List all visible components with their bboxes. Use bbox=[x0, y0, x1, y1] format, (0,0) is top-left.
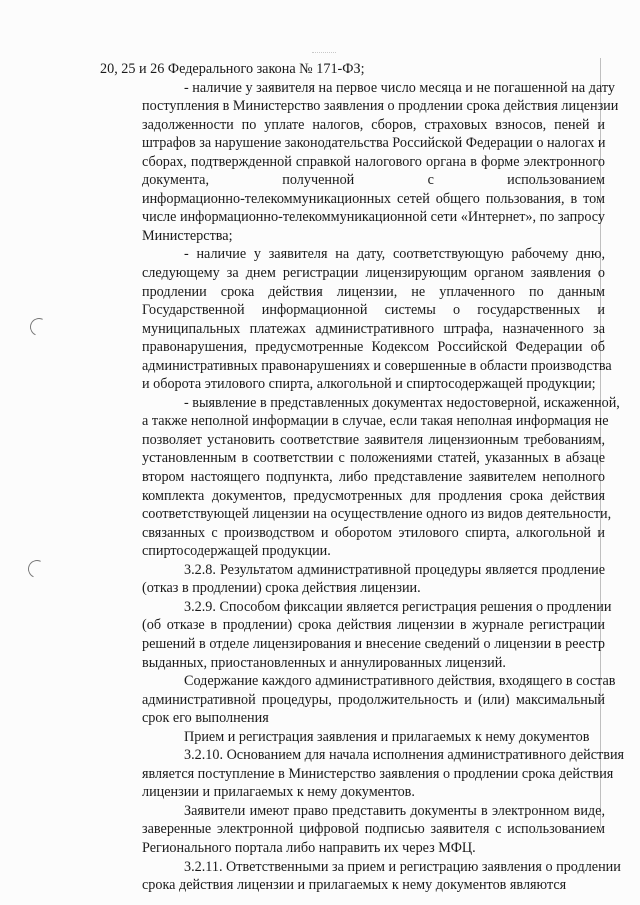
text-line: 3.2.10. Основанием для начала исполнения административного действия bbox=[184, 747, 625, 764]
punch-hole-top bbox=[27, 315, 50, 338]
paragraph bbox=[100, 394, 620, 561]
text-line: задолженности по уплате налогов, сборов, страховых взносов, пеней и bbox=[142, 116, 605, 133]
text-line: штрафов за нарушение законодательства Российской Федерации о налогах и bbox=[142, 135, 606, 152]
text-line: Министерства; bbox=[142, 227, 233, 244]
paragraph bbox=[100, 672, 616, 728]
text-line: - наличие у заявителя на первое число месяца и не погашенной на дату bbox=[184, 79, 616, 96]
paragraph bbox=[100, 598, 612, 672]
text-line: срок его выполнения bbox=[142, 710, 269, 727]
paragraph bbox=[100, 858, 621, 895]
text-line: 20, 25 и 26 Федерального закона № 171-ФЗ; bbox=[100, 61, 365, 77]
text-line: числе информационно-телекоммуникационной сети «Интернет», по запросу bbox=[142, 209, 605, 226]
text-line: поступления в Министерство заявления о продлении срока действия лицензии bbox=[142, 98, 619, 115]
text-line: - наличие у заявителя на дату, соответствующую рабочему дню, bbox=[184, 246, 605, 263]
text-line: спиртосодержащей продукции. bbox=[142, 543, 331, 560]
text-line: продлении срока действия лицензии, не уплаченного по данным bbox=[142, 283, 605, 300]
text-line: втором настоящего подпункта, либо представление заявителем неполного bbox=[142, 469, 605, 486]
text-line: сборах, подтвержденной справкой налогового органа в форме электронного bbox=[142, 153, 605, 170]
text-line: - выявление в представленных документах недостоверной, искаженной, bbox=[184, 394, 620, 411]
text-line: и оборота этилового спирта, алкогольной и спиртосодержащей продукции; bbox=[142, 376, 596, 393]
text-line: 3.2.9. Способом фиксации является регистрация решения о продлении bbox=[184, 598, 612, 615]
text-line: 3.2.8. Результатом административной процедуры является продление bbox=[184, 561, 605, 578]
text-line: (отказ в продлении) срока действия лицензии. bbox=[142, 580, 421, 597]
document-body bbox=[100, 60, 625, 895]
text-line: правонарушения, предусмотренные Кодексом Российской Федерации об bbox=[142, 339, 605, 356]
text-line: Регионального портала либо направить их через МФЦ. bbox=[142, 839, 476, 856]
paragraph bbox=[100, 728, 605, 747]
text-line: комплекта документов, предусмотренных для продления срока действия bbox=[142, 487, 605, 504]
punch-hole-bottom bbox=[25, 557, 48, 580]
text-line: документа, полученной с использованием bbox=[142, 172, 605, 189]
text-line: следующему за днем регистрации лицензирующим органом заявления о bbox=[142, 265, 605, 282]
text-line: Государственной информационной системы о государственных и bbox=[142, 302, 605, 319]
text-line: срока действия лицензии и прилагаемых к нему документов являются bbox=[142, 877, 567, 894]
text-line: 3.2.11. Ответственными за прием и регистрацию заявления о продлении bbox=[184, 858, 621, 875]
text-line: соответствующей лицензии на осуществление одного из видов деятельности, bbox=[142, 506, 612, 523]
paragraph bbox=[100, 802, 605, 858]
text-line: Заявители имеют право представить документы в электронном виде, bbox=[184, 802, 605, 819]
text-line: Содержание каждого административного действия, входящего в состав bbox=[184, 673, 616, 690]
text-line: муниципальных платежах административного штрафа, назначенного за bbox=[142, 320, 605, 337]
text-line: выданных, приостановленных и аннулированных лицензий. bbox=[142, 654, 506, 671]
text-line: Прием и регистрация заявления и прилагаемых к нему документов bbox=[184, 728, 590, 745]
text-line: связанных с производством и оборотом этилового спирта, алкогольной и bbox=[142, 524, 605, 541]
text-line: заверенные электронной цифровой подписью заявителя с использованием bbox=[142, 821, 605, 838]
text-line: (об отказе в продлении) срока действия лицензии в журнале регистрации bbox=[142, 617, 605, 634]
text-line: административной процедуры, продолжительность и (или) максимальный bbox=[142, 691, 605, 708]
scan-artifact-mark bbox=[312, 42, 336, 53]
text-line: а также неполной информации в случае, если такая неполная информация не bbox=[142, 413, 609, 430]
paragraph bbox=[100, 60, 605, 79]
text-line: административных правонарушениях и совершенные в области производства bbox=[142, 357, 612, 374]
text-line: позволяет установить соответствие заявителя лицензионным требованиям, bbox=[142, 431, 605, 448]
text-line: является поступление в Министерство заявления о продлении срока действия bbox=[142, 765, 614, 782]
text-line: решений в отделе лицензирования и внесение сведений о лицензии в реестр bbox=[142, 635, 605, 652]
paragraph bbox=[100, 245, 612, 393]
paragraph bbox=[100, 746, 625, 802]
paragraph bbox=[100, 561, 605, 598]
text-line: лицензии и прилагаемых к нему документов. bbox=[142, 784, 415, 801]
paragraph bbox=[100, 79, 619, 246]
text-line: информационно-телекоммуникационных сетей общего пользования, в том bbox=[142, 190, 605, 207]
text-line: установленным в соответствии с положениями статей, указанных в абзаце bbox=[142, 450, 605, 467]
